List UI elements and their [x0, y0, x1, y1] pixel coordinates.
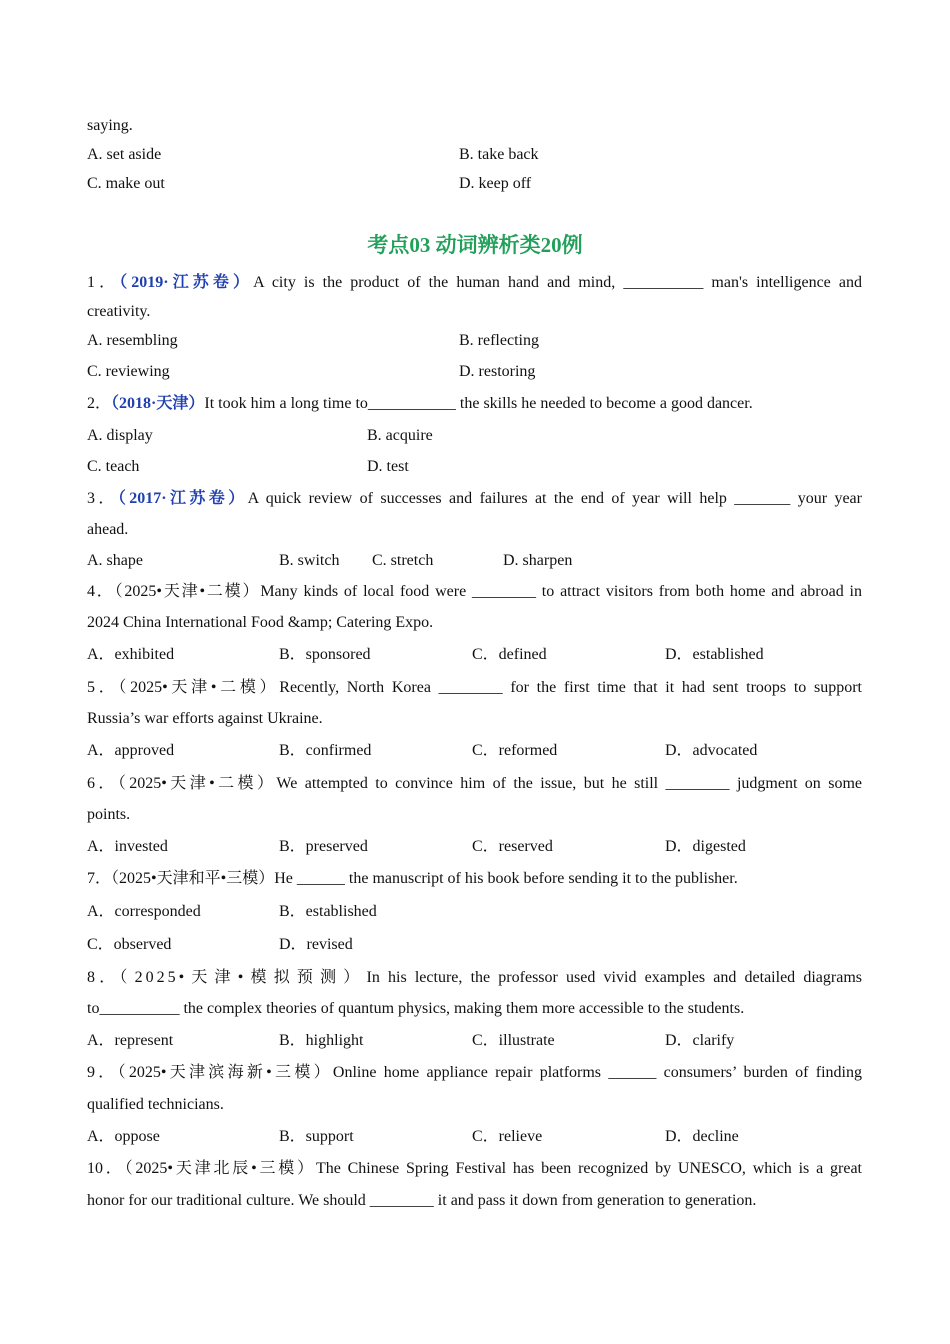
q1-option-b: B. reflecting — [459, 332, 539, 349]
question-number: 4． — [87, 583, 115, 600]
prev-option-b: B. take back — [459, 146, 539, 163]
question-source: （2018·天津） — [111, 395, 205, 412]
question-text: He ______ the manuscript of his book before sending it to the publisher. — [274, 870, 738, 887]
question-number: 7． — [87, 870, 112, 887]
question-2-line-1 — [87, 394, 753, 414]
question-10-line-1 — [87, 1159, 862, 1179]
question-number: 9． — [87, 1064, 118, 1081]
q5-option-c: C．reformed — [472, 742, 558, 759]
question-8-line-2: to__________ the complex theories of quantum physics, making them more accessible to the students. — [87, 1000, 745, 1017]
q4-option-a: A．exhibited — [87, 646, 175, 663]
question-9-line-2: qualified technicians. — [87, 1096, 224, 1113]
q5-option-b: B．confirmed — [279, 742, 372, 759]
q3-option-a: A. shape — [87, 552, 143, 569]
question-9-line-1 — [87, 1063, 862, 1083]
prev-option-a: A. set aside — [87, 146, 162, 163]
q2-option-b: B. acquire — [367, 427, 433, 444]
question-source: （2025•天津•二模） — [117, 775, 277, 792]
question-4-line-2: 2024 China International Food &amp; Catering Expo. — [87, 614, 434, 631]
q4-option-d: D．established — [665, 646, 764, 663]
section-heading: 考点03 动词辨析类20例 — [367, 233, 583, 257]
q1-option-a: A. resembling — [87, 332, 178, 349]
question-text: It took him a long time to___________ the skills he needed to become a good dancer. — [204, 395, 753, 412]
question-number: 8． — [87, 969, 120, 986]
q9-option-c: C．relieve — [472, 1128, 543, 1145]
q8-option-b: B．highlight — [279, 1032, 364, 1049]
question-text: Online home appliance repair platforms ______ consumers’ burden of finding — [332, 1064, 862, 1081]
question-6-line-2: points. — [87, 806, 131, 823]
question-source: （2019·江苏卷） — [119, 274, 254, 291]
question-5-line-2: Russia’s war efforts against Ukraine. — [87, 710, 323, 727]
q9-option-a: A．oppose — [87, 1128, 160, 1145]
question-7-line-1 — [87, 869, 738, 889]
question-source: （2025•天津•二模） — [114, 583, 261, 600]
q7-option-a: A．corresponded — [87, 903, 201, 920]
q7-option-c: C．observed — [87, 936, 172, 953]
question-number: 1． — [87, 274, 120, 291]
question-number: 5． — [87, 679, 119, 696]
q3-option-d: D. sharpen — [503, 552, 573, 569]
q8-option-a: A．represent — [87, 1032, 174, 1049]
q1-option-c: C. reviewing — [87, 363, 170, 380]
q2-option-c: C. teach — [87, 458, 140, 475]
question-source: （2017·江苏卷） — [117, 490, 248, 507]
question-text: The Chinese Spring Festival has been recognized by UNESCO, which is a great — [315, 1160, 862, 1177]
prev-option-d: D. keep off — [459, 175, 532, 192]
question-text: Recently, North Korea ________ for the first time that it had sent troops to support — [279, 679, 862, 696]
q3-option-c: C. stretch — [372, 552, 434, 569]
question-text: We attempted to convince him of the issue, but he still ________ judgment on some — [276, 775, 862, 792]
question-6-line-1 — [87, 774, 862, 794]
question-source: （2025•天津•模拟预测） — [119, 969, 367, 986]
question-1-line-2: creativity. — [87, 303, 151, 320]
question-4-line-1 — [87, 582, 862, 602]
question-number: 3． — [87, 490, 118, 507]
question-number: 6． — [87, 775, 118, 792]
q6-option-d: D．digested — [665, 838, 746, 855]
question-1-line-1 — [87, 273, 862, 293]
q9-option-d: D．decline — [665, 1128, 739, 1145]
question-text: Many kinds of local food were ________ to attract visitors from both home and abroad in — [260, 583, 862, 600]
question-source: （2025•天津滨海新•三模） — [117, 1064, 333, 1081]
q7-option-b: B．established — [279, 903, 377, 920]
prev-option-c: C. make out — [87, 175, 165, 192]
q6-option-a: A．invested — [87, 838, 168, 855]
q2-option-d: D. test — [367, 458, 409, 475]
question-source: （2025•天津•二模） — [118, 679, 280, 696]
q9-option-b: B．support — [279, 1128, 354, 1145]
q7-option-d: D．revised — [279, 936, 353, 953]
question-source: （2025•天津北辰•三模） — [124, 1160, 316, 1177]
q6-option-b: B．preserved — [279, 838, 368, 855]
q5-option-a: A．approved — [87, 742, 175, 759]
q8-option-d: D．clarify — [665, 1032, 735, 1049]
question-8-line-1 — [87, 968, 862, 988]
q5-option-d: D．advocated — [665, 742, 758, 759]
question-10-line-2: honor for our traditional culture. We should ________ it and pass it down from generation to generation. — [87, 1192, 757, 1209]
question-3-line-1 — [87, 489, 862, 509]
q3-option-b: B. switch — [279, 552, 340, 569]
question-text: A city is the product of the human hand and mind, __________ man's intelligence and — [253, 274, 862, 291]
q6-option-c: C．reserved — [472, 838, 553, 855]
q1-option-d: D. restoring — [459, 363, 536, 380]
question-3-line-2: ahead. — [87, 521, 129, 538]
question-number: 2． — [87, 395, 112, 412]
q8-option-c: C．illustrate — [472, 1032, 555, 1049]
q4-option-b: B．sponsored — [279, 646, 371, 663]
question-text: A quick review of successes and failures at the end of year will help _______ your year — [247, 490, 862, 507]
q4-option-c: C．defined — [472, 646, 547, 663]
question-text: In his lecture, the professor used vivid examples and detailed diagrams — [366, 969, 862, 986]
q2-option-a: A. display — [87, 427, 153, 444]
question-5-line-1 — [87, 678, 862, 698]
question-number: 10． — [87, 1160, 125, 1177]
question-source: （2025•天津和平•三模） — [111, 870, 275, 887]
prev-question-tail: saying. — [87, 117, 133, 134]
